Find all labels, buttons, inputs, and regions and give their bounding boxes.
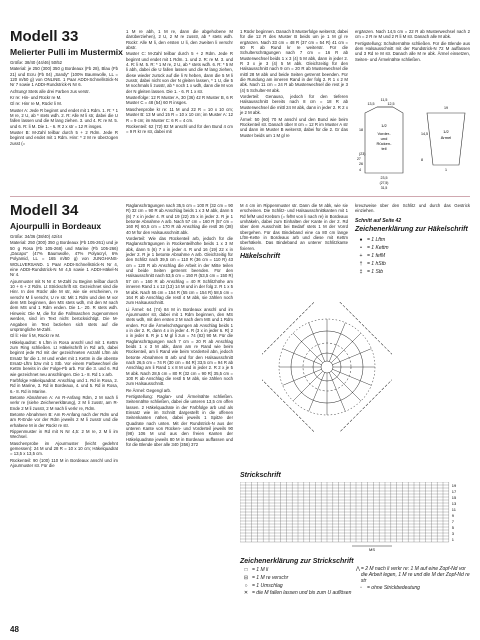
model33-column-1 — [10, 60, 118, 147]
model34-column-1 — [10, 234, 118, 469]
paragraph: Größe: 34/36 (38/40) 42/44 — [10, 234, 63, 239]
strick-legend-left — [240, 566, 352, 596]
dim: (23) — [359, 152, 366, 156]
legend-text: = 1 M re verschr — [252, 575, 289, 581]
legend-text: = 1 Stb — [367, 269, 383, 276]
paragraph: Musterfolge: 12 R Muster A, 30 (36) 42 R Muster B, 6 R Muster C = 48 (54) 60 R insges. — [126, 95, 233, 106]
half-label: 1/2 — [381, 123, 387, 128]
legend-text: = die M fallen lassen und bis zum U auflösen — [252, 590, 352, 596]
ms-label: MS — [369, 547, 375, 552]
strick-legend-right — [355, 566, 470, 592]
row-number: 3 — [451, 531, 455, 536]
paragraph: Rückenteil: 90 (100) 110 M in Bordeaux anschl und im Ajourmuster str. Für die — [10, 457, 118, 469]
crochet-stitch-spoke — [283, 349, 322, 365]
legend-text: = 1 Lftm — [367, 237, 386, 244]
crochet-stitch-spoke — [293, 333, 323, 363]
legend-text: = ohne Strickbedeutung — [367, 585, 420, 591]
crochet-stitch-spoke — [333, 349, 372, 365]
yarn-over-icon: ○ — [244, 583, 248, 589]
no-stitch-icon: ▫ — [360, 585, 362, 591]
model34-title: Modell 34 — [10, 202, 79, 219]
legend-text: = 1 Kettm — [367, 245, 389, 252]
legend-item — [355, 584, 470, 592]
crochet-stitch-spoke — [331, 371, 361, 401]
paragraph: Muster B: M-Zahl teilbar durch 5 + 2 Rdm. Jede R beginnt und endet mit 1 Rdm. Hinr: * 2 M re überzogen zusst (= — [10, 130, 118, 146]
row-number: 1 — [451, 537, 455, 542]
legend-item — [240, 566, 352, 574]
paragraph: Ajourmuster mit N Nr 4: M-Zahl zu Beginn teilbar durch 10 + 6 + 2 Rdm. Lt Strickschrift str. Gezeichnet sind die Hinr. In den Rückr alle M str, wie sie erscheinen, re verschr M li verschr, U re str. Mit 1 Rdm und den M vor dem MS beginnen, den MS stets wdh, mit den M nach dem MS und 1 Rdm enden. Die 1.- 20. R stets wdh. Hinweis: Die M, die für die Fallmaschen zugenommen werden, sind im Text nicht berücksichtigt. Die M-Angaben im Text beziehen sich stets auf die ursprüngliche M-Zahl. — [10, 278, 118, 332]
paragraph: Re Ärmel: Gegengl arb. — [126, 387, 172, 393]
half-double-crochet-icon: † — [359, 261, 363, 268]
single-crochet-icon: + — [359, 253, 363, 260]
row-number: 13 — [451, 501, 457, 506]
dim: 12,5 — [387, 102, 395, 106]
row-number: 19 — [451, 483, 457, 488]
model33-subtitle: Melierter Pulli im Mustermix — [10, 47, 123, 57]
cross-left-icon: ⋀ — [355, 566, 360, 572]
paragraph: Muster C: M-Zahl teilbar durch 5 + 2 Rdm. Jede R beginnt und endet mit 1 Rdm. 1. und 2. R: re M. 3. und 4. R: li M. 5. R: * 1 M re, 2 U, ab * stets wdh. 6. R: * 5 M li abh, dabei die U fallen lassen und die M lang ziehen, diese wieder zurück auf die li N heben, dann die 5 M li zusstr, dabei nicht von der N gleiten lassen, * 1 U, die 5 M nochmals li zusstr, ab * noch 1 x wdh, dann die M von der N gleiten lassen. Die 1. - 6. R 1 x str. — [126, 51, 233, 94]
legend-item — [355, 566, 470, 584]
zeichenerklaerung-haekel-title: Zeichenerklärung zur Häkelschrift — [355, 226, 468, 234]
section-divider — [10, 196, 470, 197]
legend-item — [355, 252, 470, 260]
model33-schematic — [355, 95, 473, 190]
row-number: 9 — [451, 513, 455, 518]
row-number: 7 — [451, 519, 455, 524]
paragraph: Fertigstellung: Raglan- und Ärmelnähte schließen. Seitennähte schließen, dabei die unteren 13,5 cm offen lassen. 2 Häkelquadrate in der Farbfolge arb und als Einsatz wie im Schnitt dargestellt in die offenen Seitenkanten nähen, dabei jeweils 1 Spitze der Quadrate nach unten. Mit der Rundstrick-N aus der unteren Kante von Rücken- und Vorderteil jeweils 90 (98) 106 M und aus den freien Kanten der Häkelquadrate jeweils 80 M in Bordeaux auffassen und für die Blende über alle 340 (356) 372 — [126, 394, 233, 448]
crochet-stitch-spoke — [329, 323, 345, 362]
dim: 11,5 — [380, 98, 388, 102]
sleeve-label-2: Ärmel — [440, 135, 452, 140]
model34-column-3 — [240, 203, 348, 263]
body-label-2: und — [380, 136, 388, 141]
model34-column-2 — [126, 203, 233, 448]
paragraph: Rückenteil: 62 (72) 82 M anschl und für den Bund 4 cm = 9 R kr re str, dabei mit — [126, 123, 233, 135]
zeichenerklaerung-strick-title: Zeichenerklärung zur Strickschrift — [240, 558, 354, 565]
paragraph: Ärmel: 50 (60) 70 M anschl und den Bund wie beim Rückenteil str. Danach über 8 cm = 12 R im Muster A str und dann im Muster B weiterstr, dabei für die 2. Gr das Muster beids um 1 M gl re — [240, 116, 348, 138]
paragraph: Li Ärmel: 64 (74) 84 M in Bordeaux anschl und im Ajourmuster str, dabei mit 1 Rdm beginnen, den MS stets wdh, mit den ersten 2 M nach dem MS und 1 Rdm enden. Für die Ärmelschrägungen ab Anschlag beids 1 x in der 2. R, dann 4 x in jeder 4. R (3 x in jeder 6. R) 2 x in jeder 8. R je 1 M gl li zun = 74 (82) 90 M. Für die Raglanschrägungen nach 7 cm = 20 R ab Anschlag beids 1 x 3 M abk, dann am re Rand wie beim Rückenteil, am li Rand wie beim Vorderteil abn, jedoch betonte Abnahmen B arb und für den Halsausschnitt nach 26,5 cm = 74 R (30 cm = 84 R) 33,5 cm = 94 R ab Anschlag am li Rand 1 x 8 M und in jeder 2. R 2 x je 5 M abk. Nach 28,5 cm = 80 R (32 cm = 90 R) 35,5 cm = 100 R ab Anschlag die restl 5 M abk, sie zählen noch zum Halsausschnitt. — [126, 306, 233, 387]
slip-stitch-icon: • — [360, 245, 362, 252]
crochet-stitch-spoke — [283, 369, 322, 385]
crochet-stitch-spoke — [333, 369, 372, 385]
dim: 18 — [359, 128, 363, 132]
purl-icon: □ — [244, 567, 248, 573]
crochet-stitch-spoke — [329, 373, 345, 412]
crochet-stitch-spoke — [331, 333, 361, 363]
haekelschrift-chart — [262, 302, 392, 432]
paragraph: Kr re: Hin- und Rückr re M. — [10, 95, 62, 101]
legend-item — [355, 260, 470, 268]
page-number: 48 — [10, 625, 19, 634]
legend-item — [240, 574, 352, 582]
model34-column-4 — [355, 203, 470, 276]
paragraph: Häkelquadrat: 6 Lftm in Rosa anschl und mit 1 Kettm zum Ring schließen. Lt Häkelschrift in Rd arb, dabei beginnt jede Rd mit der gezeichneten Anzahl Lftm als Ersatz für die 1. M und endet mit 1 Kettm in die oberste Ersatz-Lftm bzw mit 1 Stb. Vor einem Farbwechsel die Kettm bereits in der Folge-Fb arb. Für die 3. und 6. Rd wie gezeichnet neu anschlingen. Die 1.- 8. Rd 1 x arb. — [10, 339, 118, 377]
paragraph: M 4 cm im Rippenmuster str. Dann die M abk, wie sie erscheinen. Die Schlitz- und Halsausschnittkanten mit 1 Rd fefM und Krebsm (= fefM von li nach re) in Bordeaux umhäkeln, dabei zum Einhalten der Kante in der 2. Rd über dem Ausschnitt bei Bedarf stets 1 M der Vorrd übergehen. Für das Bindeband eine ca 80 cm lange Lftm-Kette in Bordeaux arb und diese mit Kettm überhäkeln. Das Bindeband an unterer Schlitzkante fixieren. — [240, 203, 348, 251]
dim: 26 — [359, 162, 363, 166]
strickschrift-chart — [240, 482, 472, 552]
chain-stitch-icon: ● — [359, 237, 363, 244]
haekelschrift-title: Häkelschrift — [240, 253, 281, 261]
paragraph: 1 Rückr beginnen. Danach lt Musterfolge weiterstr, dabei für die 12 R des Muster B beids um je 1 M gl re ergänzen. Nach 33 cm = 48 R (37 cm = 54 R) 41 cm = 60 R ab Rund kr re weiterstr. Für die Schulterschrägungen nach 7 cm = 16 R ab Musterwechsel beids 1 x 3 (4) 5 M abk, dann in jeder 2. R 3 x je 3 (4) 5 M abk. Gleichzeitig für den Halsausschnitt nach 9 cm = 20 R ab Musterwechsel die mittl 28 M abk und beide Seiten getrennt beenden. Für die Rundung am inneren Rand in der folg 2. R 1 x 2 M abk. Nach 11 cm = 24 R ab Musterwechsel die rest je 3 (4) 5 Schulter-M abk. — [240, 29, 348, 93]
crochet-stitch-spoke — [309, 373, 325, 412]
paragraph: Muster A: Jede R beginnt und endet mit 1 Rdm. 1. R: * 1 M re, 2 U, ab * stets wdh. 2. R: Alle M li str, dabei die U fallen lassen und die M lang ziehen. 3. und 4. R: re M. 5. und 6. R: li M. Die 1. - 6. R 2 x str = 12 R insges. — [10, 107, 118, 129]
dim: 13,5 — [367, 102, 375, 106]
paragraph: Raglanschrägungen nach 35,5 cm = 100 R (32 cm = 90 R) 32 cm = 90 R ab Anschlag beids 1 x 3 M abk, dann 5 (6) 7 x in jeder 4. R und 19 (22) 25 x in jeder 2. R je 1 betonte Abnahme A arb. Nach 57 cm = 160 R (57 cm = 160 R) 60,5 cm = 170 R ab Anschlag die restl 36 (38) 40 M für den Halsausschnitt abk. — [126, 203, 233, 235]
legend-item — [355, 236, 470, 244]
sleeve-label-1: 1/2 — [443, 129, 449, 134]
paragraph: Gl li: Hinr li M, Rückr re M. — [10, 333, 61, 339]
legend-item — [240, 590, 352, 596]
legend-item — [355, 244, 470, 252]
knit-tbl-icon: ⊟ — [243, 575, 249, 581]
strickschrift-title: Strickschrift — [240, 472, 281, 479]
paragraph: Betonte Abnahmen A: An R-Anfang Rdm, 2 M nach li verkr re (siehe Zeichenerklärung), 2 M li zusstr, am R-Ende 2 M li zusstr, 2 M nach li verkr re, Rdm. — [10, 394, 118, 411]
paragraph: kreuzweise über den Schlitz und durch das Gestrick einziehen. — [355, 203, 470, 214]
paragraph: Achtung! Stets alle drei Farben zus verstr. — [10, 88, 90, 94]
crochet-stitch-spoke — [293, 371, 323, 401]
row-number: 17 — [451, 489, 457, 494]
paragraph: Material: 250 (300) 350 g Bordeaux (Fb 105-261) und je 50 g Rosa (Fb 105-268) und Marine (Fb 105-266) „Dacapo" (47% Baumwolle, 47% Polyacryl, 6% Polyamid, LL = 165 m/50 g) von JUNGHANS-WOLLVERSAND. 1 Paar ADDI-Schnellstrick-N Nr 4, eine ADDI-Rundstrick-N Nr 4,5 sowie 1 ADDI-Häkel-N Nr 4. — [10, 240, 118, 278]
legend-text: = 2 M nach li verkr re: 1 M auf eine Zopf-Nd vor die Arbeit legen, 1 M re und die M der Zopf-Nd re str — [360, 566, 470, 584]
dim: 4 — [359, 168, 361, 172]
crochet-stitch-spoke — [309, 323, 325, 362]
legend-text: = 1 Umschlag — [252, 583, 283, 589]
model34-subtitle: Ajourpulli in Bordeaux — [10, 221, 102, 231]
model33-column-2 — [126, 29, 233, 136]
paragraph: 1 M re abh, 1 M re, dann die abgehobene M darüberziehen), 2 U, 2 M re zusstr, ab * stets wdh. Rückr: Alle M li, den ersten U li, den zweiten li verschr abstr. — [126, 29, 233, 51]
drop-stitch-icon: ✕ — [243, 590, 249, 596]
paragraph: Farbfolge Häkelquadrat: Anschlag und 1. Rd in Rosa, 2. Rd in Marine, 3. Rd in Bordeaux, 4. und 5. Rd in Rosa, 6.- 8. Rd in Marine. — [10, 377, 118, 394]
paragraph: Rippenmuster in Rd mit N Nr 4,5: 2 M re, 2 M li im Wechsel. — [10, 429, 118, 440]
model33-column-3 — [240, 29, 348, 139]
legend-item — [240, 582, 352, 590]
paragraph: Betonte Abnahmen B: Am R-Anfang nach der Rdm und am R-Ende vor der Rdm jeweils 2 M li zusstr und die erhaltene M in der Rückr re str. — [10, 412, 118, 428]
model33-column-4 — [355, 29, 470, 63]
paragraph: Gl re: Hinr re M, Rückr li M. — [10, 101, 63, 107]
legend-text: = 1 M li — [252, 567, 269, 573]
dim: 27 — [357, 157, 361, 161]
row-number: 5 — [451, 525, 455, 530]
paragraph: Vorderteil: Wie das Rückenteil arb, jedoch für die Raglanschrägungen in Rückenteilhöhe beids 1 x 3 M abk, dann 5 (6) 7 x in jeder 4. R und 16 (19) 22 x in jeder 2. R je 1 betonte Abnahme A arb. Gleichzeitig für den Schlitz nach 39,5 cm = 110 R (36 cm = 110 R) 43 cm = 120 R ab Anschlag die Arbeit in der Mitte teilen und beide Seiten getrennt beenden. Für den Halsausschnitt nach 53,5 cm = 150 R (53,5 cm = 150 R) 57 cm = 160 R ab Anschlag = 40 R Schlitzhöhe am inneren Rand 1 x 12 (13) 14 M und in der folg 2. R 1 x 5 M abk. Nach 55 cm = 154 R (55 cm = 154 R) 58,5 cm = 164 R ab Anschlag die restl 4 M abk, sie zählen noch zum Halsausschnitt. — [126, 236, 233, 306]
body-label-3: Rücken- — [376, 141, 392, 146]
dim: 23,5 — [380, 176, 388, 180]
dim: (27,5) — [379, 181, 389, 185]
dim: 31,5 — [380, 186, 388, 190]
dim: 1 — [445, 168, 447, 172]
paragraph: Maschenprobe im Ajourmuster (leicht gedehnt gemessen): 24 M und 28 R = 10 x 10 cm; Häkelquadrat = 13,5 x 13,5 cm. — [10, 440, 118, 457]
paragraph: Material: je 250 (300) 350 g Bordeaux (Fb 28), Blau (Fb 21) und Ecru (Fb 04) „Sandy" (100% Baumwolle, LL = 120 m/50 g) von ONLINE. 1 Paar ADDI-Schnellstrick-N Nr 7 sowie 1 ADDI-Rundstrick-N Nr 6. — [10, 66, 118, 88]
row-number: 11 — [451, 507, 456, 512]
dim: 8 — [421, 158, 423, 162]
model33-title: Modell 33 — [10, 28, 79, 45]
legend-item — [355, 268, 470, 276]
paragraph: Fertigstellung: Schulternähte schließen. Für die Blende aus dem Halsausschnitt mit der Rundstrick-N 72 M auffassen und 3 Rd re M str. Danach alle M re abk. Ärmel einsetzen, Seiten- und Ärmelnähte schließen. — [355, 40, 470, 62]
row-number: 15 — [451, 495, 457, 500]
body-label-1: Vorder- — [377, 131, 391, 136]
double-crochet-icon: ‡ — [359, 269, 363, 276]
schnitt-reference: Schnitt auf Seite 42 — [355, 217, 402, 224]
paragraph: Maschenprobe kr re: 11 M und 22 R = 10 x 10 cm; Muster B: 13 M und 15 R = 10 x 10 cm; im Muster A: 12 R = 9 cm; im Muster C: 6 R = 4 cm. — [126, 106, 233, 123]
dim: 19 — [444, 106, 448, 110]
legend-text: = 1 hStb — [367, 261, 386, 268]
paragraph: Größe: 38/40 (44/46) 50/52 — [10, 60, 63, 65]
dim: 14,5 — [421, 132, 428, 136]
legend-text: = 1 fefM — [367, 253, 386, 260]
body-label-4: teil — [381, 146, 387, 151]
paragraph: Vorderteil: Genauso, jedoch für den tieferen Halsausschnitt bereits nach 8 cm = 18 R ab Musterwechsel die mittl 24 M abk, dann in jeder 2. R 2 x je 2 M abk. — [240, 94, 348, 116]
paragraph: ergänzen. Nach 14,5 cm = 22 R ab Musterwechsel nach 2 cm = 2 R re M und 2 R li M str. Danach alle M abk. — [355, 29, 470, 40]
